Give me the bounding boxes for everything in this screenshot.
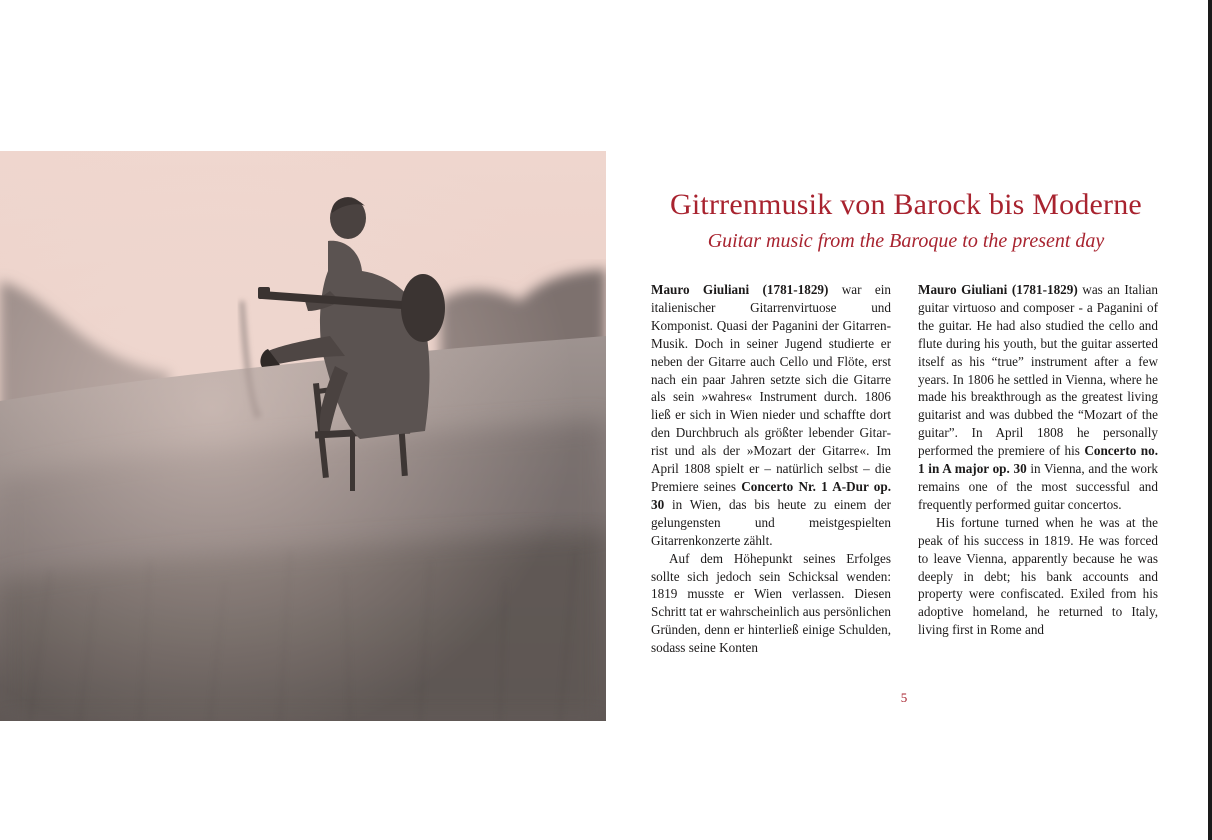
composer-dates-en: (1781-1829): [1011, 282, 1078, 297]
german-paragraph-2: Auf dem Höhepunkt seines Erfolges sollte sich jedoch sein Schicksal wenden: 1819 musste er Wien verlassen. Diesen Schritt tat er wahrscheinlich aus persönlichen Gründen, denn er hinterließ einige Schulden, sodass seine Konten: [651, 550, 891, 656]
composer-dates-de: (1781-1829): [762, 282, 829, 297]
composer-name-de: Mauro Giuliani: [651, 282, 750, 297]
german-text-part-a: war ein italienischer Gitarrenvirtuose und Komponist. Quasi der Paganini der Gitarren-Musik. Doch in seiner Jugend studierte er neben der Gitarre auch Cello und Flöte, erst nach ein paar Jahren setzte sich die Gitarre als sein »wahres« Instrument durch. 1806 ließ er sich in Wien nieder und schaffte dort den Durchbruch als größter lebender Gitarrist und als der »Mozart der Gitarre«. Im April 1808 spielt er – natürlich selbst – die Premiere seines: [651, 282, 892, 494]
composer-name-en: Mauro Giuliani: [918, 282, 1008, 297]
german-text-part-b: in Wien, das bis heute zu einem der gelungensten und meistgespielten Gitarrenkonzerte zählt.: [651, 496, 891, 548]
english-text-column: [918, 281, 1158, 639]
page-subtitle: Guitar music from the Baroque to the present day: [707, 230, 1105, 252]
english-text-part-b: in Vienna, and the work remains one of the most successful and frequently performed guitar concertos.: [918, 461, 1158, 512]
concerto-title-de: Concerto Nr. 1 A-Dur op. 30: [651, 478, 892, 512]
german-text-column: [651, 281, 891, 657]
english-paragraph-2: His fortune turned when he was at the peak of his success in 1819. He was forced to leave Vienna, apparently because he was deeply in debt; his bank accounts and property were confiscated. Exiled from his adoptive homeland, he returned to Italy, living first in Rome and: [918, 514, 1158, 638]
english-paragraph-1: [918, 281, 1158, 514]
guitarist-photo: [0, 151, 606, 721]
english-text-part-a: was an Italian guitar virtuoso and composer - a Paganini of the guitar. He had also studied the cello and flute during his youth, but the guitar asserted itself as his “true” instrument after a few years. In 1806 he settled in Vienna, where he made his breakthrough as the greatest living guitarist and was dubbed the “Mozart of the guitar”. In April 1808 he personally performed the premiere of his: [918, 282, 1158, 459]
german-paragraph-1: [651, 281, 891, 550]
page-title: Gitrrenmusik von Barock bis Moderne: [670, 188, 1142, 221]
page-number: 5: [900, 690, 908, 705]
concerto-title-en: Concerto no. 1 in A major op. 30: [918, 443, 1158, 477]
book-spine-edge: [1208, 0, 1212, 840]
